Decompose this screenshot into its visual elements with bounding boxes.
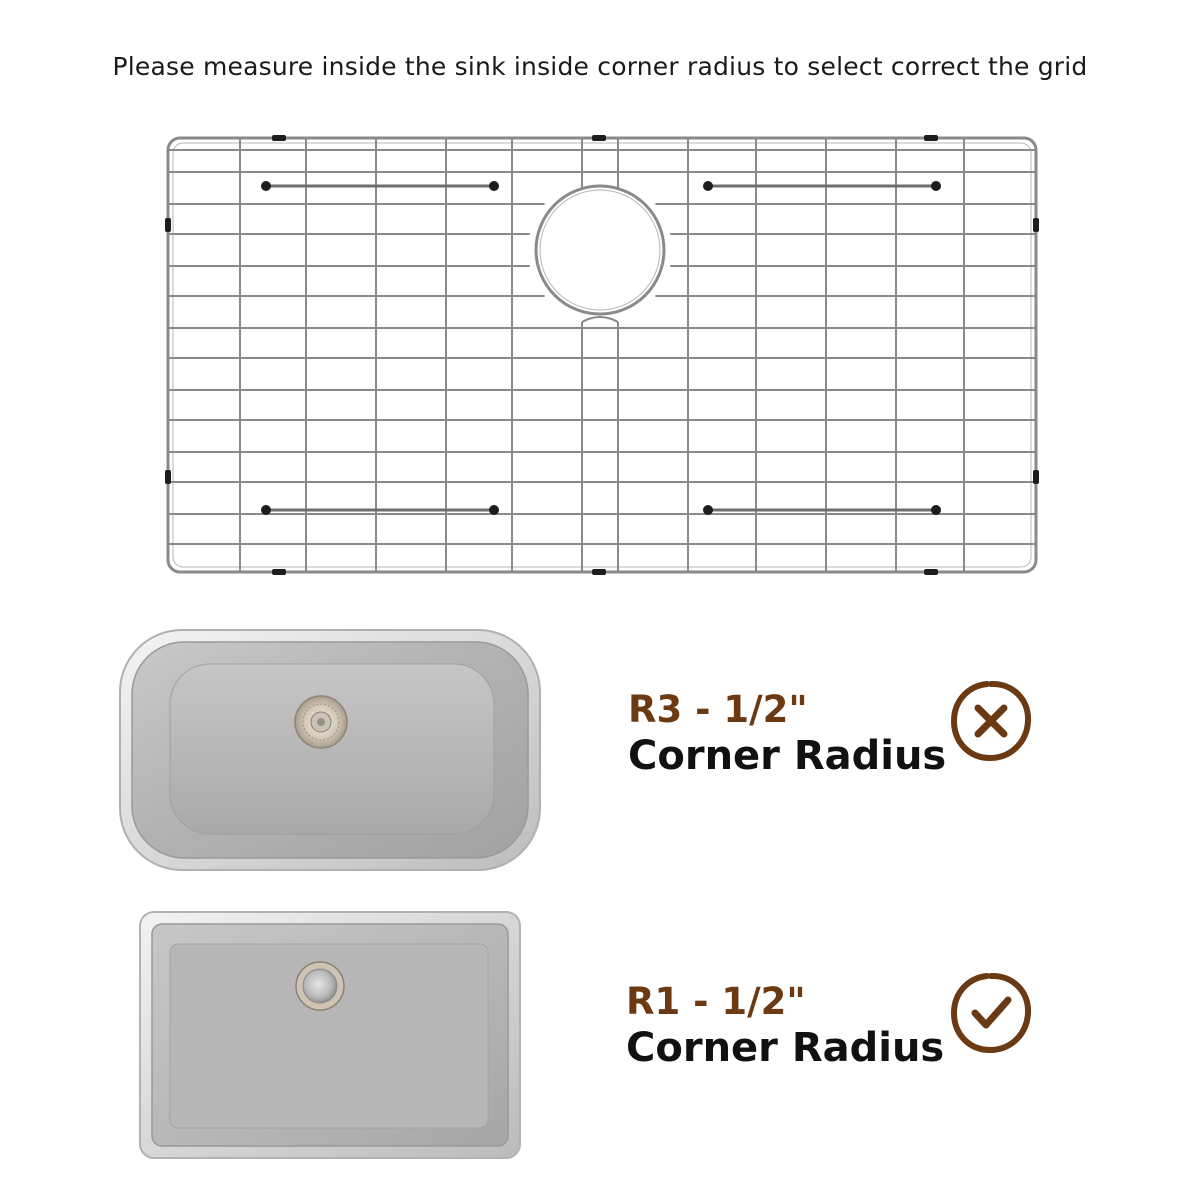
grid-rubber-foot (703, 505, 713, 515)
sink-tight-corner-image (138, 910, 522, 1160)
sink-grid-illustration (160, 130, 1040, 580)
x-mark-icon (948, 678, 1034, 764)
sink-tight-corner-svg (138, 910, 522, 1160)
sink-round-corner-image (118, 628, 542, 872)
option-r3-label: Corner Radius (628, 732, 947, 779)
grid-rubber-foot (489, 505, 499, 515)
grid-rubber-foot (931, 181, 941, 191)
grid-rubber-foot (931, 505, 941, 515)
grid-bumper (1033, 470, 1039, 484)
grid-bumper (924, 135, 938, 141)
option-r3 (628, 690, 946, 779)
grid-bumper (1033, 218, 1039, 232)
grid-bumper (272, 135, 286, 141)
sink-grid-svg (160, 130, 1040, 580)
grid-bumper (165, 470, 171, 484)
option-r1-label: Corner Radius (626, 1024, 945, 1071)
grid-drain-ring (536, 186, 664, 314)
option-r3-size: R3 - 1/2" (628, 688, 808, 731)
grid-bumper (924, 569, 938, 575)
grid-bumper (165, 218, 171, 232)
instruction-text: Please measure inside the sink inside corner radius to select correct the grid (112, 52, 1088, 81)
grid-channel-cap (582, 317, 618, 322)
check-mark-icon (948, 970, 1034, 1056)
grid-rubber-foot (261, 505, 271, 515)
option-r1 (626, 982, 944, 1071)
grid-bumper (592, 135, 606, 141)
sink-round-corner-svg (118, 628, 542, 872)
grid-rubber-foot (261, 181, 271, 191)
grid-rubber-foot (489, 181, 499, 191)
grid-bumper (272, 569, 286, 575)
option-r1-size: R1 - 1/2" (626, 980, 806, 1023)
grid-bumper (592, 569, 606, 575)
grid-rubber-foot (703, 181, 713, 191)
